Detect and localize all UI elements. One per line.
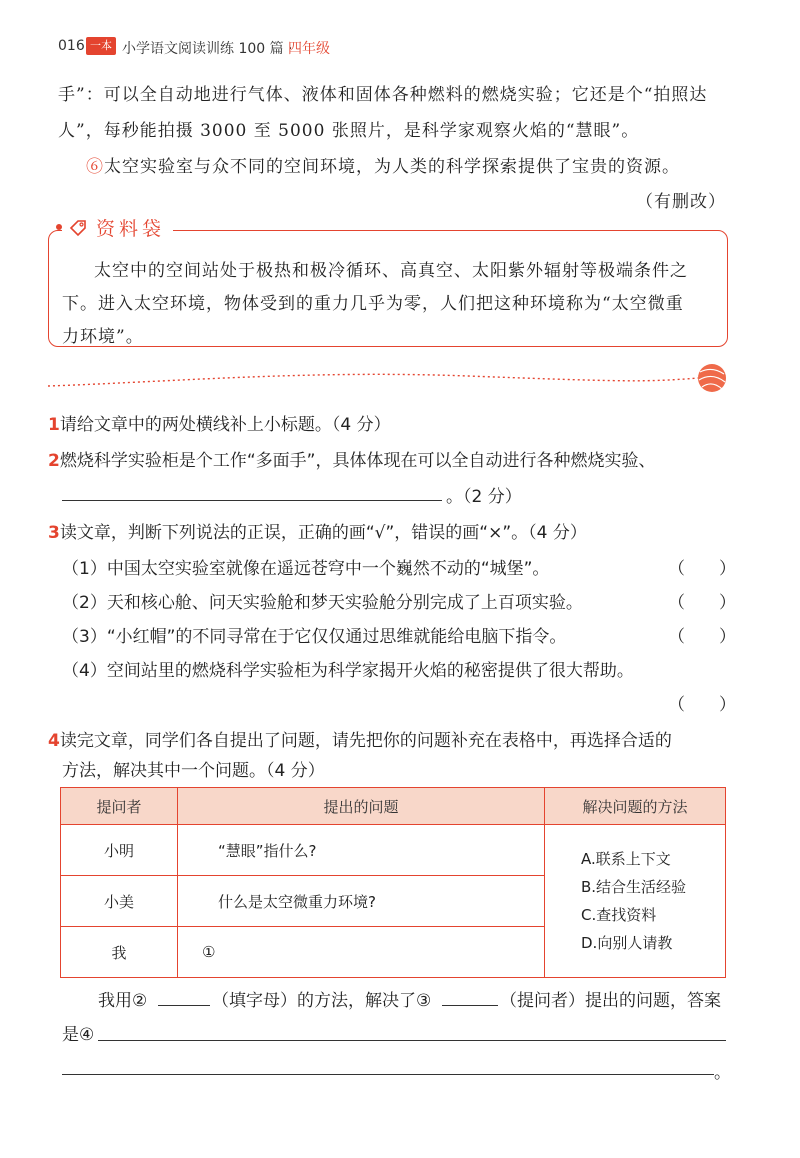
info-bag-line-3: 力环境”。 — [62, 327, 144, 347]
question-cell-blank[interactable]: ① — [178, 927, 545, 978]
question-number: 1 — [48, 415, 60, 435]
question-2-score: 。（2 分） — [446, 487, 522, 507]
question-cell: 什么是太空微重力环境? — [178, 876, 545, 927]
table-header-asker: 提问者 — [61, 788, 178, 825]
source-note: （有删改） — [636, 192, 726, 212]
info-bag-line-1: 太空中的空间站处于极热和极冷循环、高真空、太阳紫外辐射等极端条件之 — [94, 261, 688, 281]
question-cell: “慧眼”指什么? — [178, 825, 545, 876]
judge-item-2: （2）天和核心舱、问天实验舱和梦天实验舱分别完成了上百项实验。 — [62, 593, 583, 613]
yarn-ball-icon — [698, 364, 726, 392]
question-4 — [48, 726, 672, 751]
answer-blank-4[interactable] — [98, 1040, 726, 1041]
paragraph-marker: ⑥ — [86, 157, 104, 177]
answer-blank[interactable] — [62, 500, 442, 501]
method-option: A.联系上下文 — [581, 850, 671, 868]
question-text: 读文章，判断下列说法的正误，正确的画“√”，错误的画“×”。（4 分） — [59, 523, 587, 543]
question-text: 燃烧科学实验柜是个工作“多面手”，具体体现在可以全自动进行各种燃烧实验、 — [59, 451, 656, 471]
question-text: 请给文章中的两处横线补上小标题。（4 分） — [59, 415, 391, 435]
tag-icon — [68, 218, 88, 238]
table-row — [61, 825, 726, 876]
asker-cell: 小美 — [61, 876, 178, 927]
dot-icon — [52, 220, 66, 234]
answer-end: 。 — [714, 1063, 731, 1083]
info-bag-title: 资料袋 — [96, 218, 166, 240]
judge-answer-box[interactable]: （ ） — [668, 559, 736, 579]
question-1 — [48, 410, 391, 435]
answer-blank-2[interactable] — [158, 1005, 210, 1006]
question-4-line-2: 方法，解决其中一个问题。（4 分） — [62, 761, 325, 781]
method-cell — [545, 825, 726, 978]
info-bag-line-2: 下。进入太空环境，物体受到的重力几乎为零，人们把这种环境称为“太空微重 — [62, 294, 684, 314]
table-header-method: 解决问题的方法 — [545, 788, 726, 825]
method-option: D.向别人请教 — [581, 934, 673, 952]
thread-divider — [48, 360, 738, 400]
brand-logo: 一本 — [86, 37, 116, 55]
info-bag-header — [62, 214, 173, 244]
method-option: C.查找资料 — [581, 906, 657, 924]
answer-blank-4-continued[interactable] — [62, 1074, 714, 1075]
asker-cell: 我 — [61, 927, 178, 978]
answer-prefix: 我用② — [98, 991, 148, 1011]
series-title: 小学语文阅读训练 100 篇 · — [122, 41, 293, 57]
judge-answer-box[interactable]: （ ） — [668, 593, 736, 613]
article-paragraph-6 — [86, 152, 680, 177]
method-option: B.结合生活经验 — [581, 878, 687, 896]
answer-suffix: （提问者）提出的问题，答案 — [500, 991, 721, 1011]
paragraph-6-text: 太空实验室与众不同的空间环境，为人类的科学探索提供了宝贵的资源。 — [104, 157, 680, 177]
page-number: 016 — [58, 38, 85, 54]
judge-item-1: （1）中国太空实验室就像在遥远苍穹中一个巍然不动的“城堡”。 — [62, 559, 550, 579]
question-3 — [48, 518, 587, 543]
question-number: 2 — [48, 451, 60, 471]
judge-item-4: （4）空间站里的燃烧科学实验柜为科学家揭开火焰的秘密提供了很大帮助。 — [62, 661, 634, 681]
table-header-row — [61, 788, 726, 825]
article-line-2: 人”，每秒能拍摄 3000 至 5000 张照片，是科学家观察火焰的“慧眼”。 — [58, 121, 640, 141]
judge-item-3: （3）“小红帽”的不同寻常在于它仅仅通过思维就能给电脑下指令。 — [62, 627, 567, 647]
question-text: 读完文章，同学们各自提出了问题，请先把你的问题补充在表格中，再选择合适的 — [59, 731, 672, 751]
answer-line-start: 是④ — [62, 1025, 95, 1045]
article-line-1: 手”：可以全自动地进行气体、液体和固体各种燃料的燃烧实验；它还是个“拍照达 — [58, 85, 708, 105]
asker-cell: 小明 — [61, 825, 178, 876]
question-table — [60, 787, 726, 978]
answer-blank-3[interactable] — [442, 1005, 498, 1006]
judge-answer-box[interactable]: （ ） — [668, 627, 736, 647]
answer-middle: （填字母）的方法，解决了③ — [212, 991, 432, 1011]
judge-answer-box[interactable]: （ ） — [668, 695, 736, 715]
question-number: 3 — [48, 523, 60, 543]
question-number: 4 — [48, 731, 60, 751]
question-2 — [48, 446, 655, 471]
table-header-question: 提出的问题 — [178, 788, 545, 825]
grade-label: 四年级 — [288, 41, 330, 57]
